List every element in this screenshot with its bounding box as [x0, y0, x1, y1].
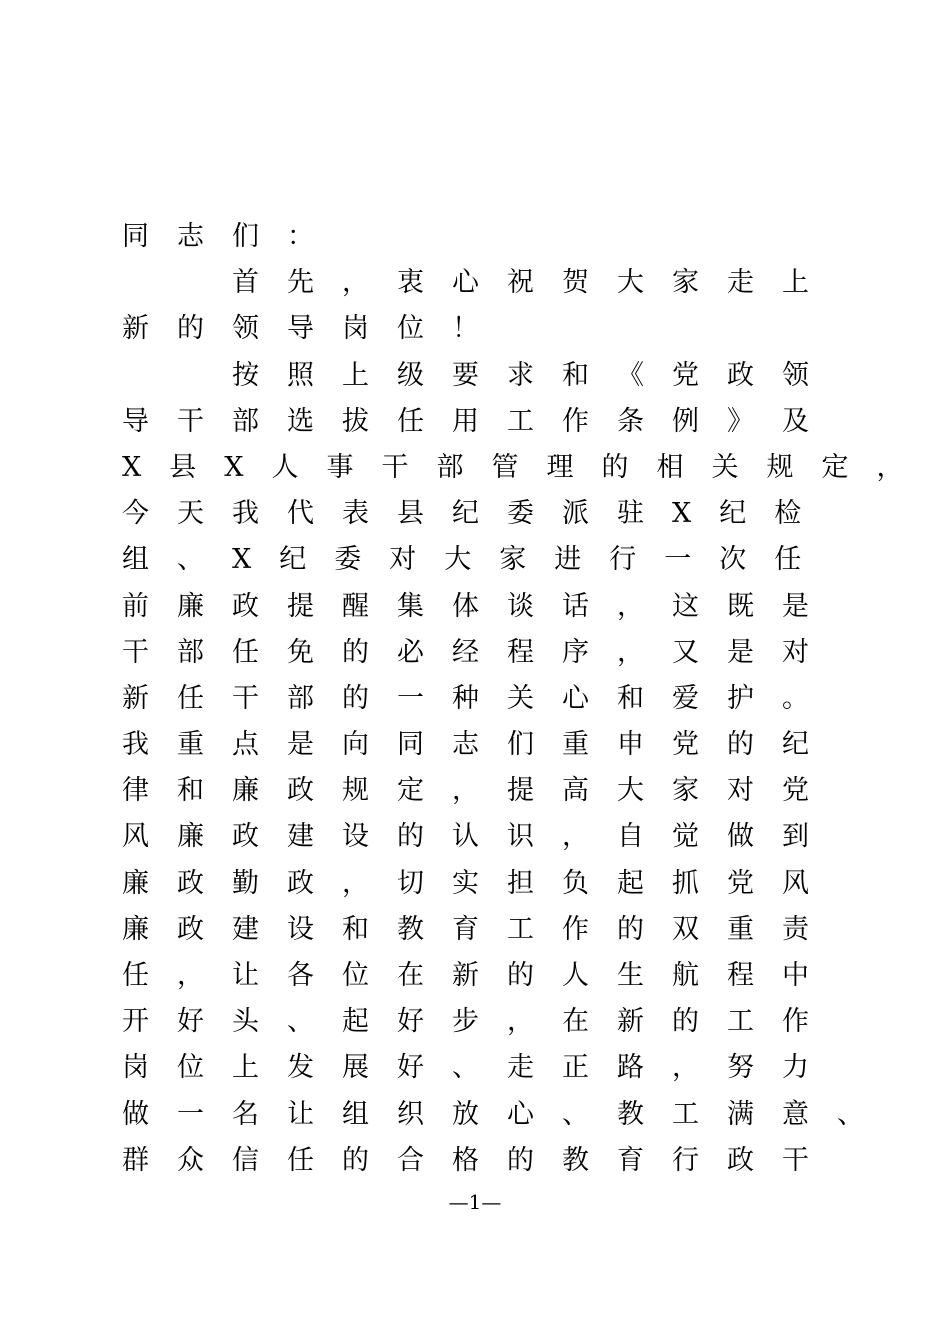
- paragraph-line: 群众信任的合格的教育行政干: [122, 1144, 837, 1176]
- paragraph-line: 做一名让组织放心、教工满意、: [122, 1098, 892, 1130]
- paragraph-line: 岗位上发展好、走正路，努力: [122, 1052, 837, 1084]
- paragraph-line: 干部任免的必经程序，又是对: [122, 636, 837, 668]
- paragraph-line: 前廉政提醒集体谈话，这既是: [122, 590, 837, 622]
- paragraph-line: X县X人事干部管理的相关规定，: [122, 451, 932, 483]
- paragraph-line: 组、X纪委对大家进行一次任: [122, 544, 830, 576]
- page-number: —1—: [448, 1190, 502, 1214]
- paragraph-line: 廉政勤政，切实担负起抓党风: [122, 867, 837, 899]
- paragraph-line: 风廉政建设的认识，自觉做到: [122, 821, 837, 853]
- paragraph-line: 律和廉政规定，提高大家对党: [122, 775, 837, 807]
- body-text: [122, 214, 932, 1184]
- paragraph-line: 廉政建设和教育工作的双重责: [122, 913, 837, 945]
- paragraph-line: 新的领导岗位！: [122, 313, 507, 345]
- paragraph-line: 导干部选拔任用工作条例》及: [122, 405, 837, 437]
- salutation-line: 同志们：: [122, 221, 342, 252]
- paragraph-line: 任，让各位在新的人生航程中: [122, 960, 837, 991]
- paragraph-line: 新任干部的一种关心和爱护。: [122, 682, 837, 714]
- paragraph-line: 今天我代表县纪委派驻X纪检: [122, 498, 830, 530]
- paragraph-line: 开好头、起好步，在新的工作: [122, 1006, 837, 1038]
- paragraph-line: 按照上级要求和《党政领: [232, 359, 837, 391]
- paragraph-line: 我重点是向同志们重申党的纪: [122, 729, 837, 761]
- paragraph-line: 首先，衷心祝贺大家走上: [232, 267, 837, 299]
